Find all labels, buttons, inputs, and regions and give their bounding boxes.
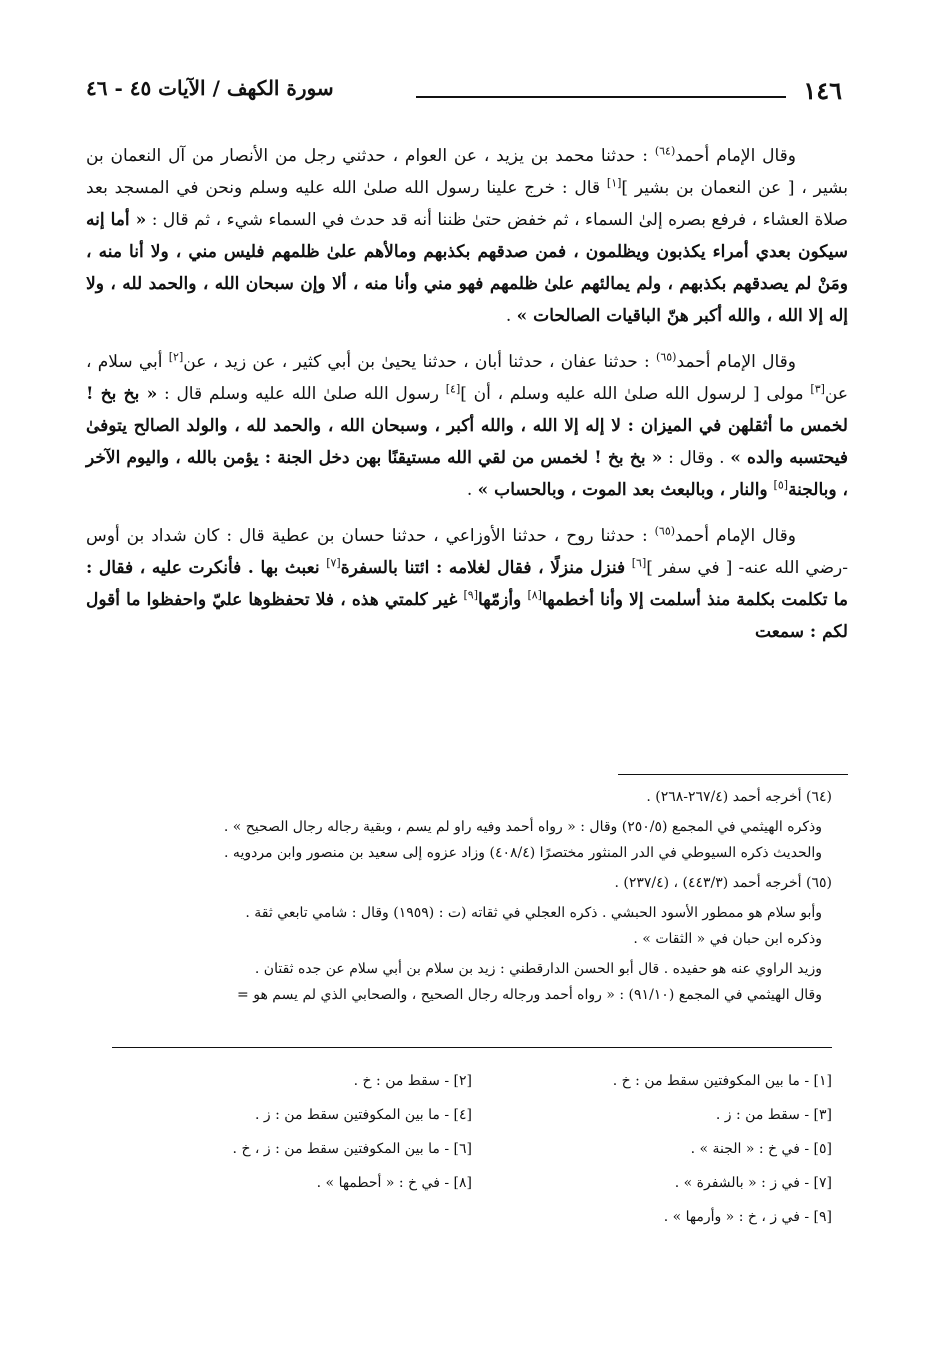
note-line: وأبو سلام هو ممطور الأسود الحبشي . ذكره العجلي في ثقاته (ت : (١٩٥٩) وقال : شامي تابعي ثقة . xyxy=(245,905,822,921)
variant-note: [٤] - ما بين المكوفتين سقط من : ز . xyxy=(255,1107,472,1123)
text: . xyxy=(505,306,517,326)
variant-note: [٩] - في ز ، خ : « وأرمها » . xyxy=(663,1209,832,1225)
running-title: سورة الكهف / الآيات ٤٥ - ٤٦ xyxy=(86,76,334,100)
hadith-text: « بخ بخ ! لخمس من لقي الله مستيقنًا بهن دخل الجنة : يؤمن بالله ، واليوم الآخر ، وبالجنة xyxy=(86,448,848,500)
note-64 xyxy=(90,784,832,810)
manuscript-variants xyxy=(112,1064,832,1234)
note-line: وذكره ابن حبان في « الثقات » . xyxy=(633,931,822,947)
note-line: وذكره الهيثمي في المجمع (٢٥٠/٥) وقال : « رواه أحمد وفيه راو لم يسم ، وبقية رجاله رجال الصحيح » . xyxy=(223,819,822,835)
text: مولى [ لرسول الله صلىٰ الله عليه وسلم ، أن ] xyxy=(460,384,811,404)
variant-ref: [٢] xyxy=(168,350,184,364)
variant-ref: [٨] xyxy=(527,588,542,602)
hadith-text: « بخ بخ ! لخمس ما أثقلهن في الميزان : لا إله إلا الله ، والله أكبر ، وسبحان الله ، والحمد لله ، والولد الصالح يتوفىٰ فيحتسبه والده » xyxy=(86,384,848,468)
variant-ref: [٤] xyxy=(445,382,461,396)
paragraph-1 xyxy=(86,140,848,332)
variants-rule xyxy=(112,1047,832,1048)
note-ref: (٦٤) xyxy=(654,144,676,158)
text: : حدثنا محمد بن يزيد ، عن العوام ، حدثني رجل من الأنصار من آل النعمان بن بشير ، [ عن النعمان بن بشير ] xyxy=(86,146,849,198)
note-65 xyxy=(90,870,832,896)
intro: وقال الإمام أحمد xyxy=(675,146,797,166)
text: . xyxy=(466,480,478,500)
variant-ref: [٣] xyxy=(810,382,825,396)
variant-note: [١] - ما بين المكوفتين سقط من : خ . xyxy=(612,1073,832,1089)
note-line: وزيد الراوي عنه هو حفيده . قال أبو الحسن الدارقطني : زيد بن سلام بن أبي سلام عن جده ثقتان . xyxy=(254,961,822,977)
variant-ref: [١] xyxy=(606,176,622,190)
page-number: ١٤٦ xyxy=(803,76,842,105)
text: : حدثنا روح ، حدثنا الأوزاعي ، حدثنا حسان بن عطية قال : كان شداد بن أوس -رضي الله عنه- [ في سفر ] xyxy=(86,526,848,578)
footnote-rule xyxy=(618,774,848,775)
text: : حدثنا عفان ، حدثنا أبان ، حدثنا يحيىٰ بن أبي كثير ، عن زيد ، عن xyxy=(183,352,657,372)
paragraph-3 xyxy=(86,520,848,648)
variant-ref: [٥] xyxy=(773,478,789,492)
text: غير كلمتي هذه ، فلا تحفظوها عليّ واحفظوا ما أقول لكم : سمعت xyxy=(86,590,848,642)
variant-ref: [٧] xyxy=(326,556,341,570)
main-text xyxy=(86,140,848,662)
text: أبي سلام ، عن xyxy=(86,352,848,404)
hadith-text: « أما إنه سيكون بعدي أمراء يكذبون ويظلمون ، فمن صدقهم بكذبهم ومالأهم علىٰ ظلمهم فليس مني ، ولا أنا منه ، ومَنْ لم يصدقهم بكذبهم ، ولم يمالئهم علىٰ ظلمهم فهو مني وأنا منه ، ألا وإن سبحان الله ، والحمد لله ، ولا إله إلا الله ، والله أكبر هنّ الباقيات الصالحات » xyxy=(86,210,848,326)
note-line: (٦٥) أخرجه أحمد (٤٤٣/٣) ، (٢٣٧/٤) . xyxy=(614,875,832,891)
variant-note: [٦] - ما بين المكوفتين سقط من : ز ، خ . xyxy=(232,1141,472,1157)
note-line: والحديث ذكره السيوطي في الدر المنثور مختصرًا (٤٠٨/٤) وزاد عزوه إلى سعيد بن منصور وابن مردويه . xyxy=(224,845,822,861)
variant-note: [٣] - سقط من : ز . xyxy=(715,1107,832,1123)
footnotes xyxy=(90,784,832,1012)
page-header xyxy=(86,72,848,112)
note-64-detail xyxy=(90,814,832,866)
note-65-detail-2 xyxy=(90,956,832,1008)
paragraph-2 xyxy=(86,346,848,506)
variant-note: [٢] - سقط من : خ . xyxy=(353,1073,472,1089)
intro: وقال الإمام أحمد xyxy=(676,352,796,372)
text: فنزل منزلًا ، فقال لغلامه : ائتنا بالسفرة xyxy=(340,558,632,578)
note-ref: (٦٥) xyxy=(656,350,677,364)
note-line: (٦٤) أخرجه أحمد (٢٦٧/٤-٢٦٨) . xyxy=(646,789,832,805)
text: قال : خرج علينا رسول الله صلىٰ الله عليه وسلم ونحن في المسجد بعد صلاة العشاء ، فرفع بصره إلىٰ السماء ، ثم خفض حتىٰ ظننا أنه قد حدث في السماء شيء ، ثم قال : xyxy=(86,178,848,230)
variant-note: [٧] - في ز : « بالشفرة » . xyxy=(674,1175,832,1191)
note-line: وقال الهيثمي في المجمع (٩١/١٠) : « رواه أحمد ورجاله رجال الصحيح ، والصحابي الذي لم يسم هو = xyxy=(237,987,822,1003)
variant-note: [٨] - في خ : « أحطمها » . xyxy=(316,1175,472,1191)
note-ref: (٦٥) xyxy=(654,524,676,538)
note-65-detail-1 xyxy=(90,900,832,952)
header-rule xyxy=(416,96,786,98)
variant-ref: [٦] xyxy=(631,556,647,570)
text: رسول الله صلىٰ الله عليه وسلم قال : xyxy=(157,384,446,404)
hadith-text: والنار ، وبالبعث بعد الموت ، وبالحساب » xyxy=(477,480,774,500)
text: . وقال : xyxy=(662,448,731,468)
variant-ref: [٩] xyxy=(463,588,478,602)
text: وأزمّها xyxy=(477,590,528,610)
text: نعبث بها . فأنكرت عليه ، فقال : ما تكلمت بكلمة منذ أسلمت إلا وأنا أخطمها xyxy=(86,558,849,610)
intro: وقال الإمام أحمد xyxy=(675,526,797,546)
variant-note: [٥] - في خ : « الجنة » . xyxy=(690,1141,832,1157)
